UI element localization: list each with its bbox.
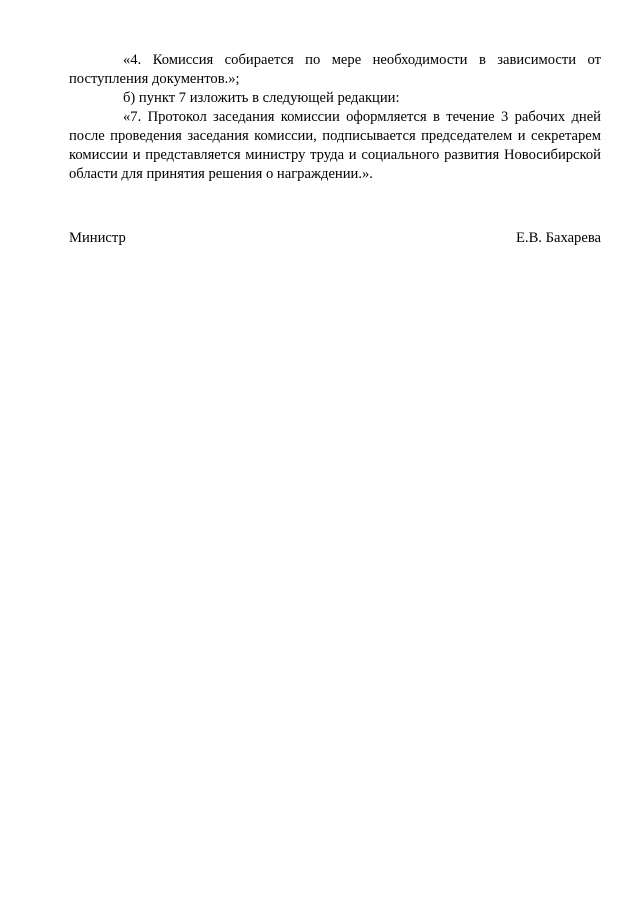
paragraph-item-7: «7. Протокол заседания комиссии оформляется в течение 3 рабочих дней после проведения заседания комиссии, подписывается председателем и секретарем комиссии и представляется министру труда и социального развития Новосибирской области для принятия решения о награждении.». [69, 109, 601, 182]
signatory-name: Е.В. Бахарева [516, 230, 601, 246]
signature-block [69, 229, 601, 248]
paragraph-amendment-b: б) пункт 7 изложить в следующей редакции: [123, 90, 400, 106]
signatory-position: Министр [69, 230, 126, 246]
paragraph-item-4: «4. Комиссия собирается по мере необходимости в зависимости от поступления документов.»; [69, 52, 601, 87]
document-body [69, 51, 601, 184]
